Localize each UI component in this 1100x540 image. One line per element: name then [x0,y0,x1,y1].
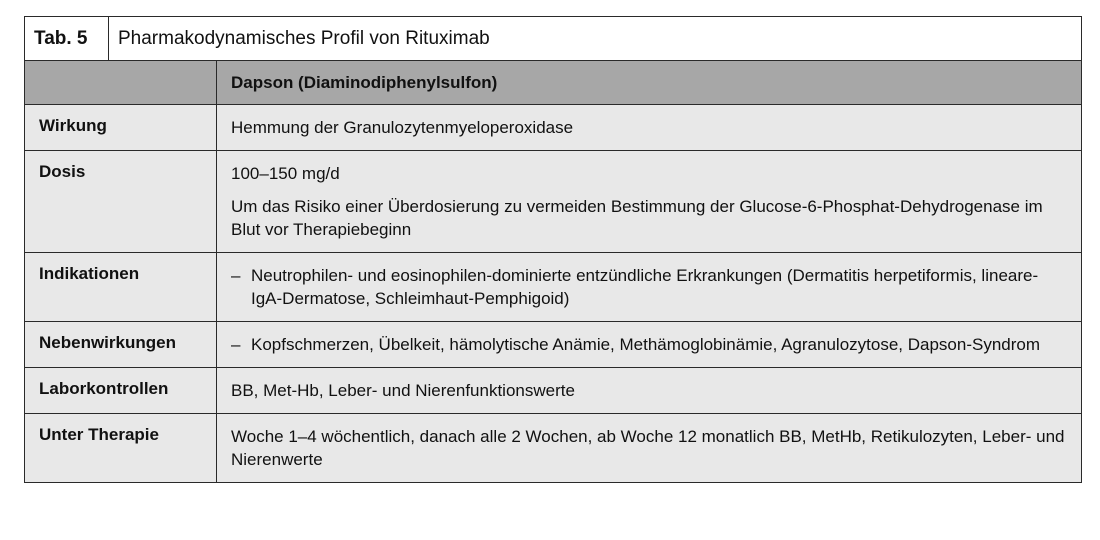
table-row-dosis [25,151,1081,253]
table-row-wirkung [25,105,1081,151]
bullet-item [231,333,1067,356]
row-text: BB, Met-Hb, Leber- und Nierenfunktionswerte [231,381,575,400]
row-text: 100–150 mg/d [231,164,340,183]
row-value [217,414,1081,482]
drug-profile-table [24,16,1082,483]
bullet-dash: – [231,335,241,354]
row-label: Wirkung [25,105,217,150]
table-row-unter-therapie [25,414,1081,482]
bullet-dash: – [231,266,241,285]
row-value [217,151,1081,252]
table-number: Tab. 5 [25,17,109,60]
row-value [217,253,1081,321]
header-empty-cell [25,61,217,104]
row-label: Laborkontrollen [25,368,217,413]
drug-column-header: Dapson (Diaminodiphenylsulfon) [231,73,498,92]
row-label: Nebenwirkungen [25,322,217,367]
row-value [217,105,1081,150]
table-title-row [25,17,1081,61]
row-text: Woche 1–4 wöchentlich, danach alle 2 Wochen, ab Woche 12 monatlich BB, MetHb, Retikulozyten, Leber- und Nierenwerte [231,427,1065,469]
row-value [217,368,1081,413]
table-header-row [25,61,1081,105]
table-row-laborkontrollen [25,368,1081,414]
row-label: Unter Therapie [25,414,217,482]
row-label: Dosis [25,151,217,252]
row-text: Kopfschmerzen, Übelkeit, hämolytische Anämie, Methämoglobinämie, Agranulozytose, Dapson-Syndrom [251,335,1041,354]
bullet-item [231,264,1067,310]
row-text: Um das Risiko einer Überdosierung zu vermeiden Bestimmung der Glucose-6-Phosphat-Dehydrogenase im Blut vor Therapiebeginn [231,197,1043,239]
row-value [217,322,1081,367]
table-title: Pharmakodynamisches Profil von Rituximab [118,27,490,49]
table-row-nebenwirkungen [25,322,1081,368]
row-label: Indikationen [25,253,217,321]
row-text: Neutrophilen- und eosinophilen-dominierte entzündliche Erkrankungen (Dermatitis herpetiformis, lineare-IgA-Dermatose, Schleimhaut-Pemphigoid) [251,266,1039,308]
row-text: Hemmung der Granulozytenmyeloperoxidase [231,118,574,137]
table-row-indikationen [25,253,1081,322]
